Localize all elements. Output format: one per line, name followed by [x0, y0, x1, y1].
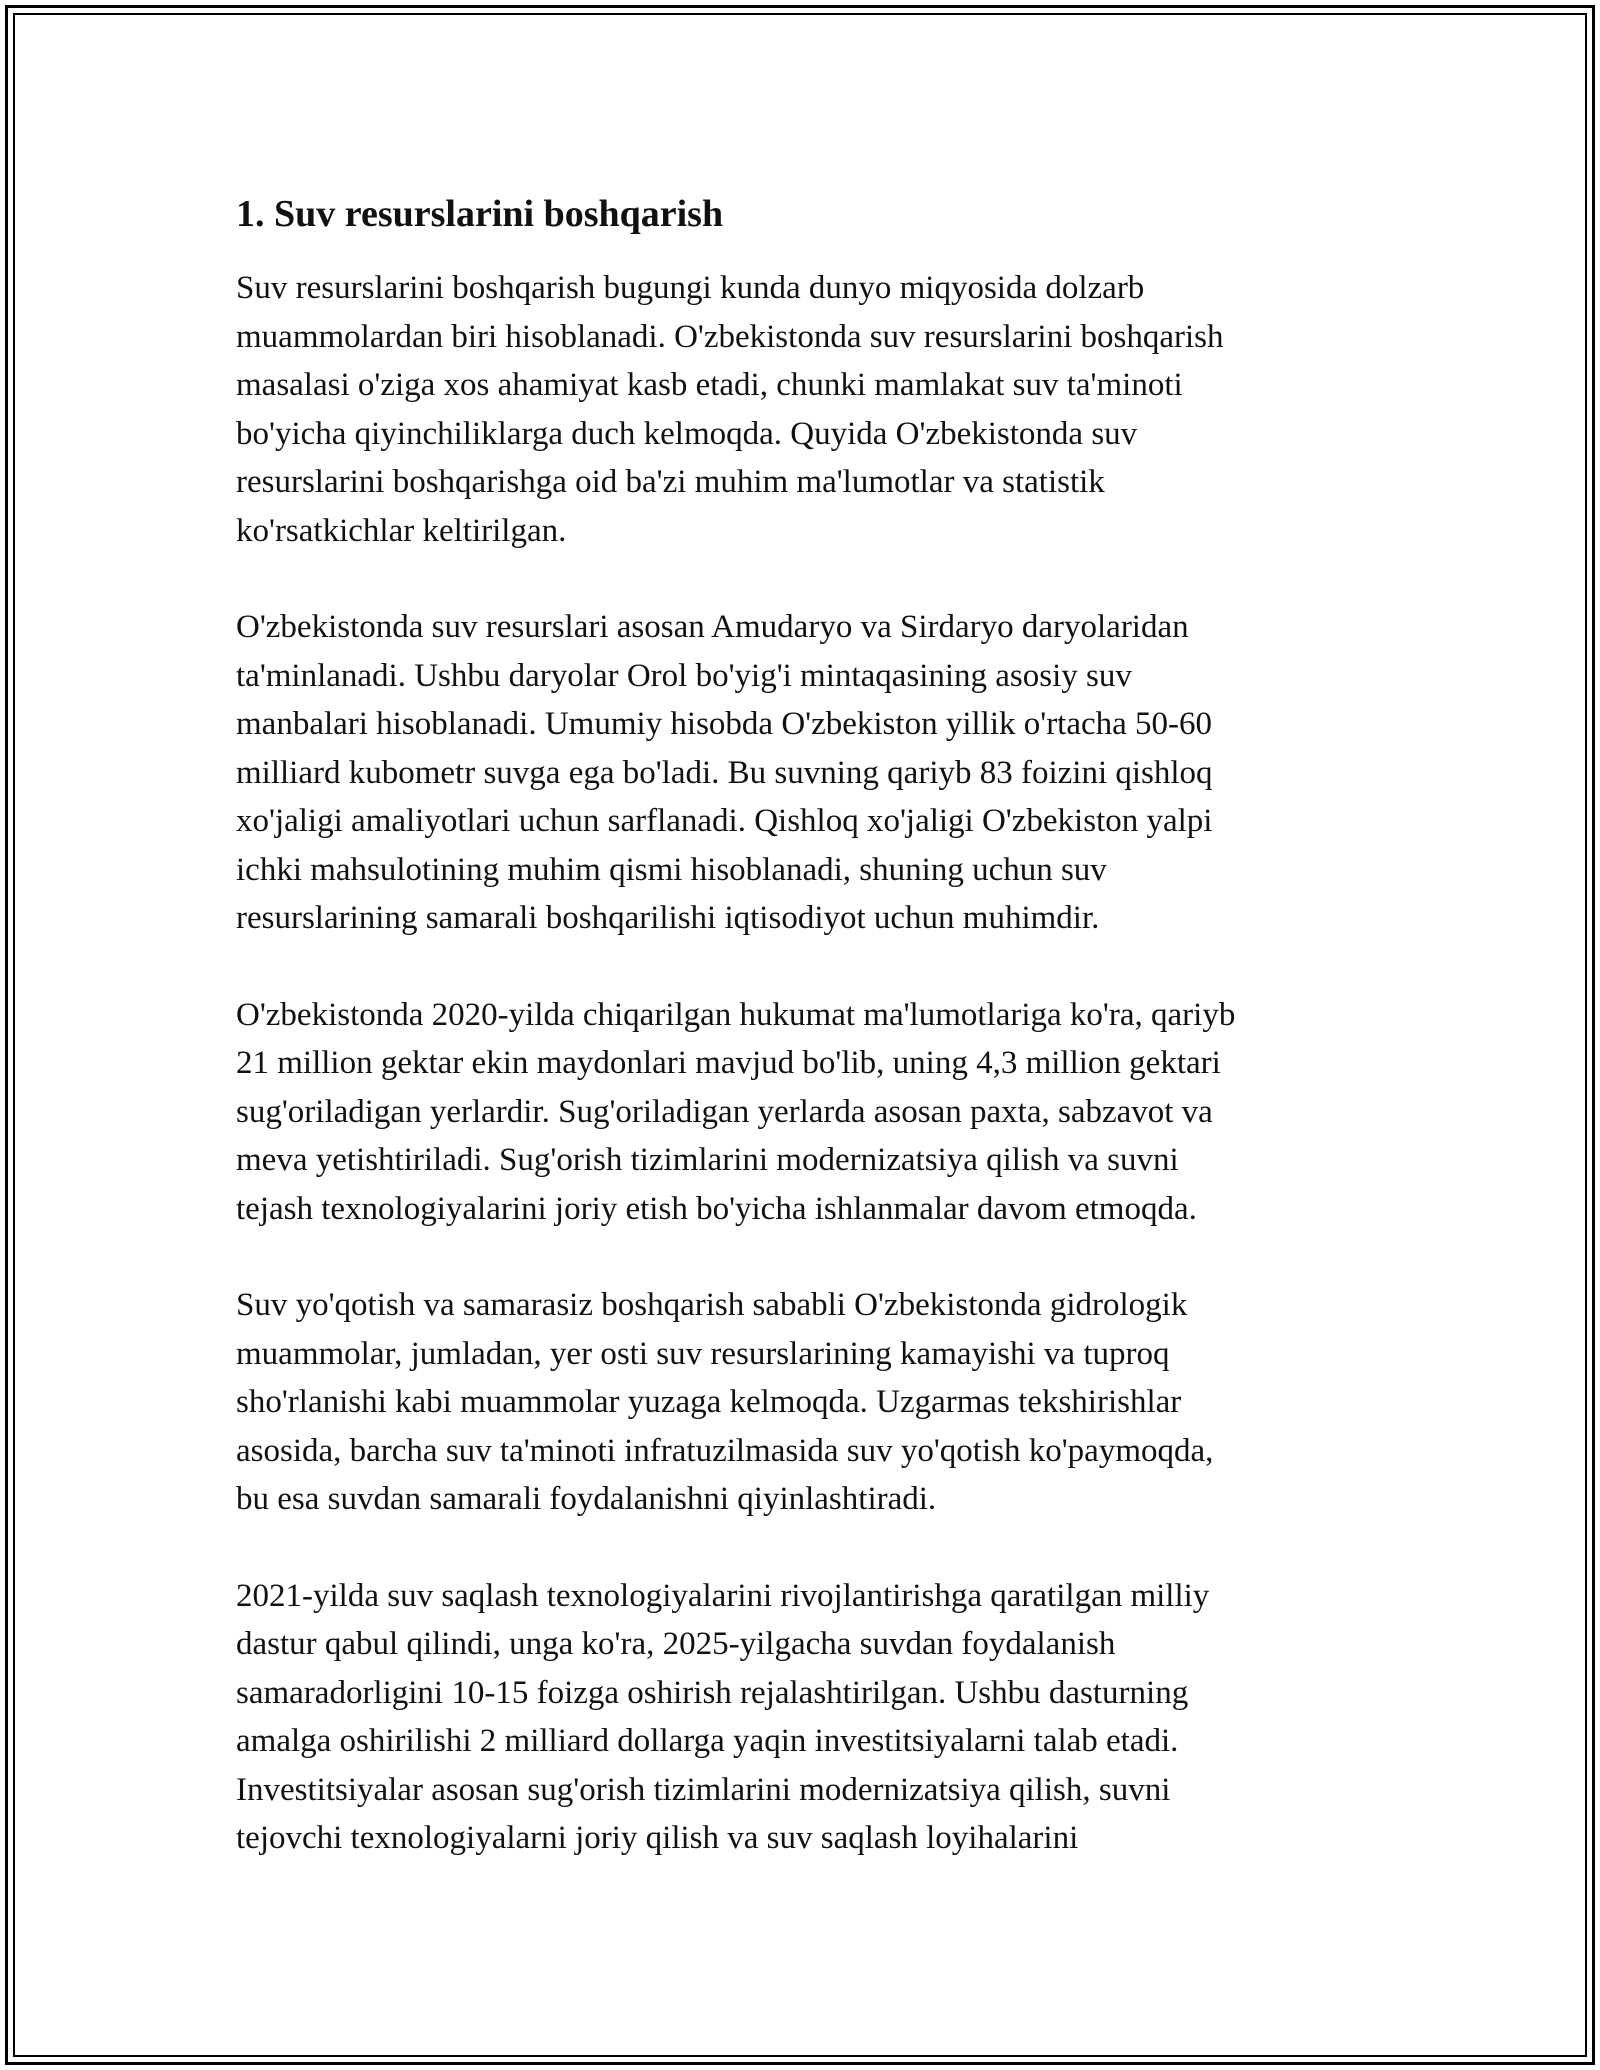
paragraph-line: muammolardan biri hisoblanadi. O'zbekistonda suv resurslarini boshqarish: [236, 318, 1224, 355]
paragraph-line: samaradorligini 10-15 foizga oshirish rejalashtirilgan. Ushbu dasturning: [236, 1674, 1189, 1711]
paragraph-line: masalasi o'ziga xos ahamiyat kasb etadi, chunki mamlakat suv ta'minoti: [236, 367, 1183, 403]
paragraph-line: xo'jaligi amaliyotlari uchun sarflanadi. Qishloq xo'jaligi O'zbekiston yalpi: [236, 803, 1213, 839]
paragraph-line: resurslarini boshqarishga oid ba'zi muhim ma'lumotlar va statistik: [236, 464, 1105, 500]
paragraph-line: dastur qabul qilindi, unga ko'ra, 2025-yilgacha suvdan foydalanish: [236, 1626, 1116, 1662]
paragraph-line: O'zbekistonda suv resurslari asosan Amudaryo va Sirdaryo daryolaridan: [236, 609, 1189, 645]
paragraph-line: milliard kubometr suvga ega bo'ladi. Bu suvning qariyb 83 foizini qishloq: [236, 754, 1213, 791]
paragraph-line: muammolar, jumladan, yer osti suv resurslarining kamayishi va tuproq: [236, 1335, 1170, 1372]
paragraph-line: O'zbekistonda 2020-yilda chiqarilgan hukumat ma'lumotlariga ko'ra, qariyb: [236, 996, 1236, 1033]
paragraph-line: ichki mahsulotining muhim qismi hisoblanadi, shuning uchun suv: [236, 851, 1107, 888]
paragraph-line: sho'rlanishi kabi muammolar yuzaga kelmoqda. Uzgarmas tekshirishlar: [236, 1384, 1182, 1420]
paragraph-line: manbalari hisoblanadi. Umumiy hisobda O'zbekiston yillik o'rtacha 50-60: [236, 706, 1213, 742]
paragraph-line: 2021-yilda suv saqlash texnologiyalarini rivojlantirishga qaratilgan milliy: [236, 1577, 1210, 1614]
document-body: [236, 188, 1366, 1863]
paragraph-list: [236, 264, 1366, 1863]
paragraph-line: tejash texnologiyalarini joriy etish bo'yicha ishlanmalar davom etmoqda.: [236, 1190, 1197, 1227]
paragraph-line: asosida, barcha suv ta'minoti infratuzilmasida suv yo'qotish ko'paymoqda,: [236, 1432, 1214, 1469]
paragraph-line: Investitsiyalar asosan sug'orish tizimlarini modernizatsiya qilish, suvni: [236, 1771, 1171, 1808]
paragraph: [236, 1572, 1366, 1863]
paragraph-line: 21 million gektar ekin maydonlari mavjud bo'lib, uning 4,3 million gektari: [236, 1045, 1221, 1081]
paragraph-line: ta'minlanadi. Ushbu daryolar Orol bo'yig'i mintaqasining asosiy suv: [236, 657, 1132, 694]
paragraph-line: resurslarining samarali boshqarilishi iqtisodiyot uchun muhimdir.: [236, 900, 1100, 936]
paragraph-line: bu esa suvdan samarali foydalanishni qiyinlashtiradi.: [236, 1481, 937, 1517]
paragraph-line: sug'oriladigan yerlardir. Sug'oriladigan yerlarda asosan paxta, sabzavot va: [236, 1093, 1213, 1130]
paragraph: [236, 264, 1366, 555]
paragraph-line: ko'rsatkichlar keltirilgan.: [236, 512, 567, 549]
section-heading: 1. Suv resurslarini boshqarish: [236, 193, 724, 235]
paragraph-line: bo'yicha qiyinchiliklarga duch kelmoqda. Quyida O'zbekistonda suv: [236, 415, 1138, 452]
paragraph-line: amalga oshirilishi 2 milliard dollarga yaqin investitsiyalarni talab etadi.: [236, 1723, 1179, 1759]
paragraph: [236, 1281, 1366, 1524]
paragraph-line: meva yetishtiriladi. Sug'orish tizimlarini modernizatsiya qilish va suvni: [236, 1142, 1179, 1178]
paragraph: [236, 603, 1366, 943]
paragraph: [236, 991, 1366, 1234]
paragraph-line: tejovchi texnologiyalarni joriy qilish va suv saqlash loyihalarini: [236, 1820, 1079, 1856]
paragraph-line: Suv yo'qotish va samarasiz boshqarish sababli O'zbekistonda gidrologik: [236, 1287, 1188, 1323]
paragraph-line: Suv resurslarini boshqarish bugungi kunda dunyo miqyosida dolzarb: [236, 270, 1145, 306]
